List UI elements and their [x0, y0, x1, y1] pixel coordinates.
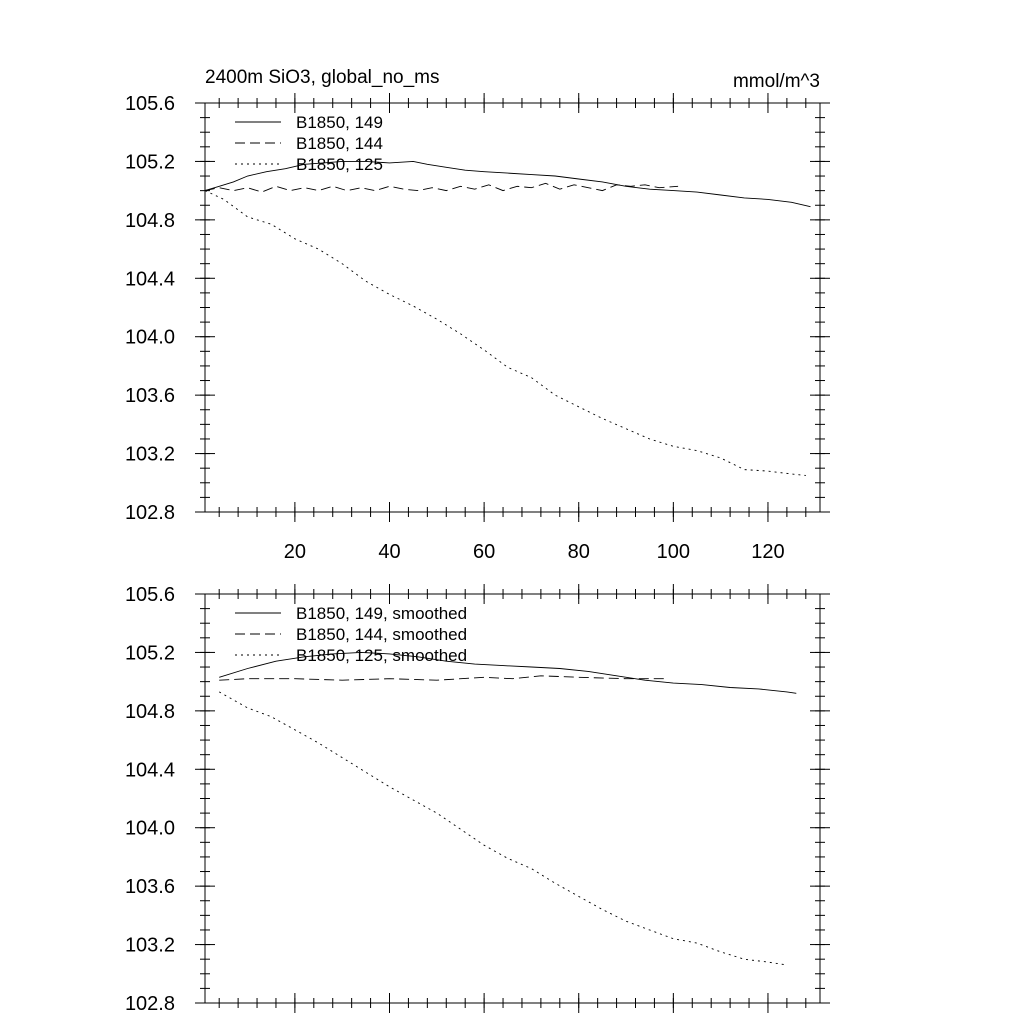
legend-label-3: B1850, 125, smoothed	[296, 646, 468, 665]
y-tick-label: 105.6	[124, 584, 175, 606]
chart-title: 2400m SiO3, global_no_ms	[205, 67, 440, 88]
series-line-3	[205, 191, 806, 476]
x-tick-label: 60	[472, 541, 496, 563]
legend-label-1: B1850, 149, smoothed	[296, 604, 468, 623]
y-tick-label: 105.2	[124, 151, 175, 174]
x-tick-label: 40	[378, 541, 401, 563]
x-tick-label: 80	[567, 541, 590, 563]
y-tick-label: 103.6	[124, 385, 175, 408]
y-tick-label: 104.0	[124, 326, 175, 349]
chart-panel-2	[125, 584, 830, 1015]
series-line-2	[219, 676, 664, 680]
y-tick-label: 103.6	[124, 876, 175, 899]
x-tick-label: 20	[283, 541, 307, 563]
y-tick-label: 102.8	[124, 993, 175, 1015]
legend-label-1: B1850, 149	[296, 113, 383, 132]
y-tick-label: 102.8	[124, 502, 175, 524]
y-tick-label: 104.8	[124, 700, 175, 723]
legend-label-3: B1850, 125	[296, 155, 383, 174]
y-tick-label: 104.0	[124, 817, 175, 840]
y-tick-label: 103.2	[124, 934, 175, 957]
x-tick-label: 100	[656, 541, 691, 563]
y-tick-label: 104.4	[124, 268, 175, 291]
y-tick-label: 103.2	[124, 443, 175, 466]
units-label: mmol/m^3	[732, 71, 820, 92]
legend-label-2: B1850, 144, smoothed	[296, 625, 468, 644]
y-tick-label: 104.8	[124, 209, 175, 232]
series-line-2	[205, 183, 678, 192]
y-tick-label: 105.2	[124, 642, 175, 665]
legend-label-2: B1850, 144	[296, 134, 383, 153]
x-tick-label: 120	[751, 541, 785, 563]
chart-panel-1	[125, 67, 830, 563]
y-tick-label: 104.4	[124, 759, 175, 782]
y-tick-label: 105.6	[124, 93, 175, 115]
series-line-3	[219, 692, 787, 965]
